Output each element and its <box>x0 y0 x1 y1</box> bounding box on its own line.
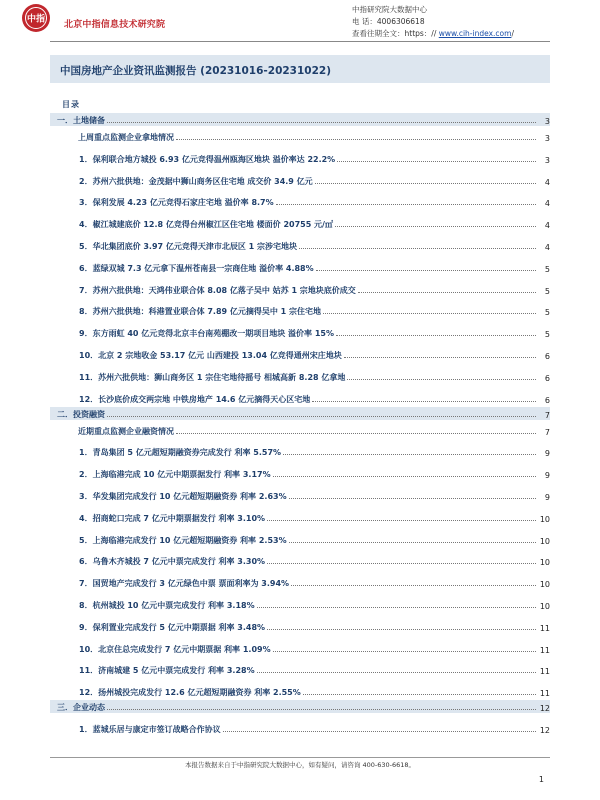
toc-entry-text: 4．椒江城建底价 12.8 亿竞得台州椒江区住宅地 楼面价 20755 元/㎡ <box>79 220 333 230</box>
toc-page-number: 9 <box>544 492 550 502</box>
toc-entry-text: 8．杭州城投 10 亿元中票完成发行 利率 3.18% <box>79 600 255 610</box>
toc-entry[interactable] <box>50 633 550 655</box>
dot-leader <box>257 672 536 673</box>
contact-line-center: 中指研究院大数据中心 <box>352 5 427 14</box>
toc-entry[interactable] <box>50 676 550 698</box>
toc-page-number: 6 <box>544 395 550 405</box>
dot-leader <box>316 270 536 271</box>
dot-leader <box>223 731 536 732</box>
toc-section[interactable] <box>50 406 550 420</box>
toc-entry[interactable] <box>50 611 550 633</box>
toc-page-number: 3 <box>544 155 550 165</box>
dot-leader <box>312 401 536 402</box>
toc-page-number: 3 <box>544 134 550 143</box>
toc-section[interactable] <box>50 112 550 126</box>
toc-page-number: 11 <box>539 645 550 655</box>
toc-page-number: 5 <box>544 308 550 318</box>
toc-entry-text: 6．乌鲁木齐城投 7 亿元中票完成发行 利率 3.30% <box>79 557 266 567</box>
toc-entry-text: 2．苏州六批供地：金茂据中狮山商务区住宅地 成交价 34.9 亿元 <box>79 176 313 186</box>
toc-entry-text: 3．保利发展 4.23 亿元竞得石家庄宅地 溢价率 8.7% <box>79 198 274 208</box>
toc-page-number: 9 <box>544 471 550 481</box>
toc-subsection[interactable] <box>50 420 550 437</box>
toc-page-number: 11 <box>539 689 550 699</box>
toc-entry[interactable] <box>50 187 550 209</box>
toc-page-number: 10 <box>539 601 550 611</box>
toc-entry-text: 1．蓝城乐居与康定市签订战略合作协议 <box>79 724 221 734</box>
toc-page-number: 4 <box>544 177 550 187</box>
toc-entry-text: 10．北京 2 宗地收金 53.17 亿元 山西建投 13.04 亿竞得通州宋庄地块 <box>79 350 342 360</box>
dot-leader <box>107 416 536 417</box>
toc-entry-text: 5．上海临港完成发行 10 亿元超短期融资券 利率 2.53% <box>79 535 287 545</box>
toc-entry[interactable] <box>50 655 550 677</box>
dot-leader <box>267 520 536 521</box>
toc-entry-text: 3．华发集团完成发行 10 亿元超短期融资券 利率 2.63% <box>79 491 287 501</box>
toc-page-number: 7 <box>544 410 550 420</box>
toc-page-number: 12 <box>539 704 550 714</box>
toc-entry[interactable] <box>50 589 550 611</box>
toc-entry-text: 近期重点监测企业融资情况 <box>78 426 174 436</box>
dot-leader <box>336 335 536 336</box>
toc-entry-text: 9．保利置业完成发行 5 亿元中期票据 利率 3.48% <box>79 622 266 632</box>
toc-entry-text: 12．扬州城投完成发行 12.6 亿元超短期融资券 利率 2.55% <box>79 688 301 698</box>
toc-entry[interactable] <box>50 567 550 589</box>
toc-entry[interactable] <box>50 208 550 230</box>
toc-page-number: 3 <box>544 117 550 126</box>
toc-entry[interactable] <box>50 165 550 187</box>
dot-leader <box>335 226 536 227</box>
toc-entry[interactable] <box>50 458 550 480</box>
toc-page-number: 10 <box>539 580 550 590</box>
dot-leader <box>323 313 536 314</box>
toc-entry[interactable] <box>50 502 550 524</box>
toc-entry-text: 1．青岛集团 5 亿元超短期融资券完成发行 利率 5.57% <box>79 448 282 458</box>
toc-page-number: 5 <box>544 264 550 274</box>
toc-entry[interactable] <box>50 296 550 318</box>
toc-entry[interactable] <box>50 361 550 383</box>
toc-entry[interactable] <box>50 524 550 546</box>
dot-leader <box>347 379 536 380</box>
dot-leader <box>257 607 536 608</box>
toc-page-number: 6 <box>544 373 550 383</box>
dot-leader <box>273 651 536 652</box>
toc-page-number: 4 <box>544 242 550 252</box>
footer-note: 本报告数据来自于中指研究院大数据中心，如有疑问，请咨询 400-630-6618。 <box>184 761 416 769</box>
footer-divider <box>50 757 550 758</box>
dot-leader <box>291 585 536 586</box>
url-suffix: / <box>511 29 514 38</box>
toc-page-number: 11 <box>539 667 550 677</box>
toc-page-number: 9 <box>544 449 550 459</box>
dot-leader <box>358 292 536 293</box>
archive-label: 查看往期全文：https：// <box>352 29 439 38</box>
toc-entry[interactable] <box>50 274 550 296</box>
dot-leader <box>283 454 536 455</box>
toc-entry-text: 12．长沙底价成交两宗地 中铁房地产 14.6 亿元摘得天心区宅地 <box>79 394 311 404</box>
toc-entry-text: 一．土地储备 <box>57 116 105 125</box>
dot-leader <box>303 694 536 695</box>
toc-subsection[interactable] <box>50 126 550 143</box>
toc-entry-text: 9．东方雨虹 40 亿元竞得北京丰台南苑棚改一期项目地块 溢价率 15% <box>79 329 334 339</box>
toc-entry-text: 2．上海临港完成 10 亿元中期票据发行 利率 3.17% <box>79 470 271 480</box>
toc-entry[interactable] <box>50 339 550 361</box>
dot-leader <box>344 357 536 358</box>
contact-line-archive <box>352 28 514 40</box>
section-band <box>50 407 550 420</box>
dot-leader <box>289 542 536 543</box>
dot-leader <box>107 122 536 123</box>
dot-leader <box>276 204 536 205</box>
dot-leader <box>315 183 536 184</box>
toc-entry[interactable] <box>50 252 550 274</box>
dot-leader <box>176 139 536 140</box>
report-title: 中国房地产企业资讯监测报告 (20231016-20231022) <box>60 65 332 77</box>
toc-entry-text: 三．企业动态 <box>57 703 105 713</box>
toc-entry-text: 7．苏州六批供地：天鸿伟业联合体 8.08 亿落子吴中 姑苏 1 宗地块底价成交 <box>79 285 356 295</box>
toc-entry-text: 11．济南城建 5 亿元中票完成发行 利率 3.28% <box>79 666 255 676</box>
section-band <box>50 113 550 126</box>
toc-entry-text: 二．投资融资 <box>57 409 105 419</box>
contact-info <box>352 4 514 40</box>
toc-entry-text: 11．苏州六批供地：狮山商务区 1 宗住宅地待摇号 相城高新 8.28 亿拿地 <box>79 372 346 382</box>
toc-entry[interactable] <box>50 383 550 405</box>
toc-entry[interactable] <box>50 713 550 735</box>
toc-entry-text: 5．华北集团底价 3.97 亿元竞得天津市北辰区 1 宗涉宅地块 <box>79 241 298 251</box>
toc-entry-text: 1．保利联合地方城投 6.93 亿元竞得温州瓯海区地块 溢价率达 22.2% <box>79 154 336 164</box>
toc-page-number: 10 <box>539 558 550 568</box>
toc-heading: 目录 <box>62 100 80 109</box>
dot-leader <box>273 476 536 477</box>
toc-entry[interactable] <box>50 546 550 568</box>
toc-entry-text: 8．苏州六批供地：科港置业联合体 7.89 亿元摘得吴中 1 宗住宅地 <box>79 307 322 317</box>
toc-page-number: 4 <box>544 199 550 209</box>
toc-page-number: 11 <box>539 623 550 633</box>
toc-page-number: 7 <box>544 427 550 437</box>
dot-leader <box>176 433 536 434</box>
header-divider <box>50 41 550 42</box>
dot-leader <box>289 498 536 499</box>
table-of-contents <box>50 111 550 735</box>
toc-page-number: 10 <box>539 514 550 524</box>
toc-entry-text: 上周重点监测企业拿地情况 <box>78 133 174 142</box>
toc-entry-text: 4．招商蛇口完成 7 亿元中期票据发行 利率 3.10% <box>79 513 266 523</box>
dot-leader <box>107 709 536 710</box>
org-name: 北京中指信息技术研究院 <box>64 20 166 30</box>
toc-entry[interactable] <box>50 317 550 339</box>
toc-entry[interactable] <box>50 143 550 165</box>
toc-entry-text: 7．国贸地产完成发行 3 亿元绿色中票 票面利率为 3.94% <box>79 579 290 589</box>
dot-leader <box>337 161 536 162</box>
toc-page-number: 5 <box>544 330 550 340</box>
toc-page-number: 10 <box>539 536 550 546</box>
toc-page-number: 12 <box>539 725 550 735</box>
section-band <box>50 700 550 713</box>
dot-leader <box>267 563 536 564</box>
contact-line-phone: 电 话：4006306618 <box>352 17 425 26</box>
toc-entry[interactable] <box>50 437 550 459</box>
toc-entry-text: 10．北京住总完成发行 7 亿元中期票据 利率 1.09% <box>79 644 271 654</box>
toc-entry[interactable] <box>50 230 550 252</box>
website-link[interactable]: www.cih-index.com <box>438 29 512 38</box>
dot-leader <box>299 248 536 249</box>
toc-entry[interactable] <box>50 480 550 502</box>
toc-page-number: 4 <box>544 221 550 231</box>
dot-leader <box>267 629 536 630</box>
page-number: 1 <box>538 775 544 784</box>
company-logo <box>14 2 58 34</box>
toc-entry-text: 6．蓝绿双城 7.3 亿元拿下温州苍南县一宗商住地 溢价率 4.88% <box>79 263 314 273</box>
toc-page-number: 5 <box>544 286 550 296</box>
svg-text:中指: 中指 <box>26 14 46 25</box>
toc-page-number: 6 <box>544 351 550 361</box>
toc-section[interactable] <box>50 699 550 713</box>
